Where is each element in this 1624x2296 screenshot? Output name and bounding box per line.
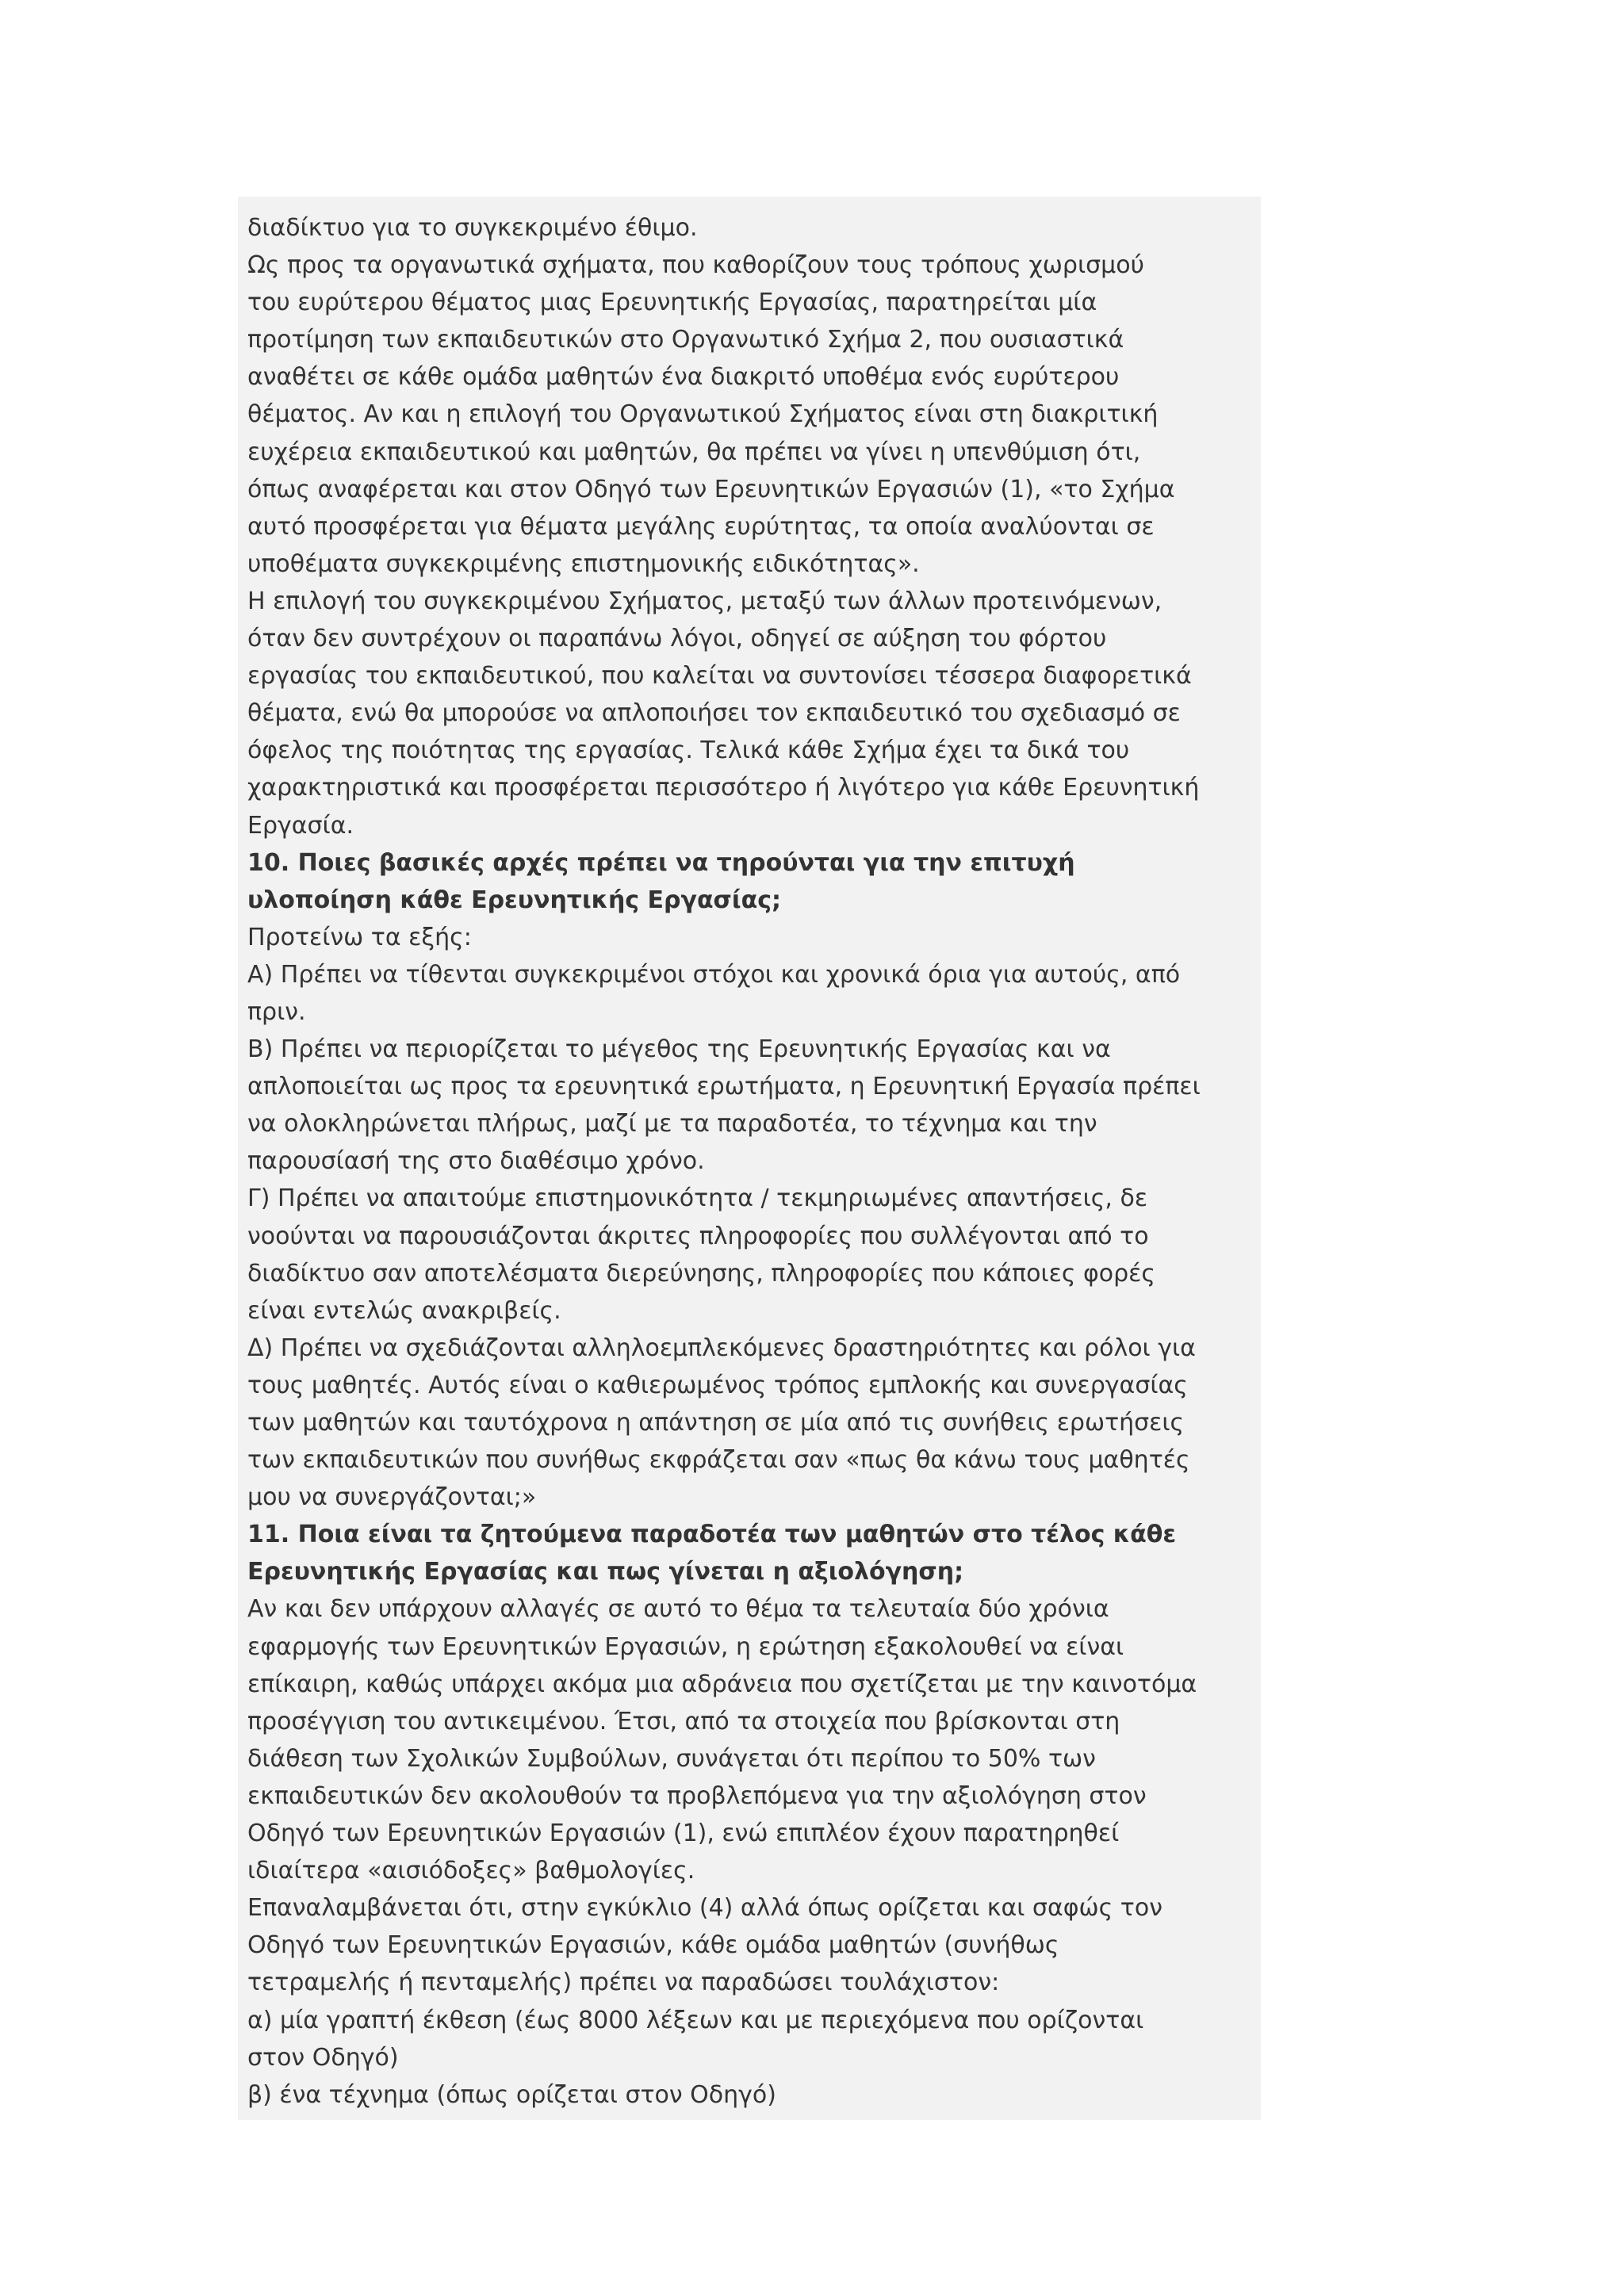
paragraph-line: χαρακτηριστικά και προσφέρεται περισσότερο ή λιγότερο για κάθε Ερευνητική	[247, 774, 1200, 802]
paragraph-line: εργασίας του εκπαιδευτικού, που καλείται να συντονίσει τέσσερα διαφορετικά	[247, 662, 1192, 691]
paragraph-line: αναθέτει σε κάθε ομάδα μαθητών ένα διακριτό υποθέμα ενός ευρύτερου	[247, 363, 1120, 392]
paragraph-line: διάθεση των Σχολικών Συμβούλων, συνάγεται ότι περίπου το 50% των	[247, 1744, 1096, 1773]
paragraph-line: α) μία γραπτή έκθεση (έως 8000 λέξεων και με περιεχόμενα που ορίζονται	[247, 2006, 1144, 2034]
paragraph-line: τετραμελής ή πενταμελής) πρέπει να παραδώσει τουλάχιστον:	[247, 1969, 1000, 1997]
paragraph-line: β) ένα τέχνημα (όπως ορίζεται στον Οδηγό)	[247, 2080, 776, 2109]
paragraph-line: Δ) Πρέπει να σχεδιάζονται αλληλοεμπλεκόμενες δραστηριότητες και ρόλοι για	[247, 1334, 1196, 1362]
paragraph-line: τους μαθητές. Αυτός είναι ο καθιερωμένος τρόπος εμπλοκής και συνεργασίας	[247, 1371, 1188, 1399]
document-text-block	[238, 197, 1261, 2120]
paragraph-line: Οδηγό των Ερευνητικών Εργασιών, κάθε ομάδα μαθητών (συνήθως	[247, 1931, 1059, 1960]
section-heading-line: 11. Ποια είναι τα ζητούμενα παραδοτέα των μαθητών στο τέλος κάθε	[247, 1521, 1177, 1549]
paragraph-line: Η επιλογή του συγκεκριμένου Σχήματος, μεταξύ των άλλων προτεινόμενων,	[247, 587, 1162, 615]
paragraph-line: του ευρύτερου θέματος μιας Ερευνητικής Εργασίας, παρατηρείται μία	[247, 289, 1097, 317]
paragraph-line: όφελος της ποιότητας της εργασίας. Τελικά κάθε Σχήμα έχει τα δικά του	[247, 737, 1130, 765]
paragraph-line: προσέγγιση του αντικειμένου. Έτσι, από τα στοιχεία που βρίσκονται στη	[247, 1707, 1120, 1735]
paragraph-line: υποθέματα συγκεκριμένης επιστημονικής ειδικότητας».	[247, 549, 920, 578]
section-heading-line: Ερευνητικής Εργασίας και πως γίνεται η αξιολόγηση;	[247, 1558, 964, 1586]
paragraph-line: Α) Πρέπει να τίθενται συγκεκριμένοι στόχοι και χρονικά όρια για αυτούς, από	[247, 960, 1181, 989]
paragraph-line: θέματος. Αν και η επιλογή του Οργανωτικού Σχήματος είναι στη διακριτική	[247, 400, 1159, 429]
paragraph-line: των εκπαιδευτικών που συνήθως εκφράζεται σαν «πως θα κάνω τους μαθητές	[247, 1446, 1190, 1475]
paragraph-line: όπως αναφέρεται και στον Οδηγό των Ερευνητικών Εργασιών (1), «το Σχήμα	[247, 475, 1175, 503]
paragraph-line: εκπαιδευτικών δεν ακολουθούν τα προβλεπόμενα για την αξιολόγηση στον	[247, 1781, 1147, 1810]
paragraph-line: Ως προς τα οργανωτικά σχήματα, που καθορίζουν τους τρόπους χωρισμού	[247, 251, 1144, 280]
paragraph-line: Γ) Πρέπει να απαιτούμε επιστημονικότητα / τεκμηριωμένες απαντήσεις, δε	[247, 1184, 1148, 1213]
paragraph-line: παρουσίασή της στο διαθέσιμο χρόνο.	[247, 1147, 705, 1176]
paragraph-line: διαδίκτυο σαν αποτελέσματα διερεύνησης, πληροφορίες που κάποιες φορές	[247, 1259, 1155, 1288]
paragraph-line: απλοποιείται ως προς τα ερευνητικά ερωτήματα, η Ερευνητική Εργασία πρέπει	[247, 1073, 1201, 1101]
paragraph-line: Επαναλαμβάνεται ότι, στην εγκύκλιο (4) αλλά όπως ορίζεται και σαφώς τον	[247, 1894, 1162, 1923]
paragraph-line: διαδίκτυο για το συγκεκριμένο έθιμο.	[247, 214, 698, 242]
paragraph-line: μου να συνεργάζονται;»	[247, 1483, 537, 1512]
paragraph-line: ιδιαίτερα «αισιόδοξες» βαθμολογίες.	[247, 1857, 695, 1885]
paragraph-line: των μαθητών και ταυτόχρονα η απάντηση σε μία από τις συνήθεις ερωτήσεις	[247, 1409, 1185, 1437]
section-heading-line: 10. Ποιες βασικές αρχές πρέπει να τηρούνται για την επιτυχή	[247, 848, 1075, 877]
paragraph-line: ευχέρεια εκπαιδευτικού και μαθητών, θα πρέπει να γίνει η υπενθύμιση ότι,	[247, 438, 1141, 466]
paragraph-line: να ολοκληρώνεται πλήρως, μαζί με τα παραδοτέα, το τέχνημα και την	[247, 1110, 1097, 1138]
paragraph-line: εφαρμογής των Ερευνητικών Εργασιών, η ερώτηση εξακολουθεί να είναι	[247, 1632, 1124, 1661]
paragraph-line: Εργασία.	[247, 811, 354, 840]
paragraph-line: είναι εντελώς ανακριβείς.	[247, 1296, 561, 1325]
paragraph-line: στον Οδηγό)	[247, 2043, 399, 2072]
paragraph-line: πριν.	[247, 997, 306, 1026]
section-heading-line: υλοποίηση κάθε Ερευνητικής Εργασίας;	[247, 886, 781, 914]
paragraph-line: νοούνται να παρουσιάζονται άκριτες πληροφορίες που συλλέγονται από το	[247, 1222, 1149, 1250]
paragraph-line: Οδηγό των Ερευνητικών Εργασιών (1), ενώ επιπλέον έχουν παρατηρηθεί	[247, 1820, 1120, 1848]
paragraph-line: όταν δεν συντρέχουν οι παραπάνω λόγοι, οδηγεί σε αύξηση του φόρτου	[247, 625, 1107, 653]
paragraph-line: επίκαιρη, καθώς υπάρχει ακόμα μια αδράνεια που σχετίζεται με την καινοτόμα	[247, 1670, 1197, 1698]
paragraph-line: αυτό προσφέρεται για θέματα μεγάλης ευρύτητας, τα οποία αναλύονται σε	[247, 512, 1155, 541]
paragraph-line: Αν και δεν υπάρχουν αλλαγές σε αυτό το θέμα τα τελευταία δύο χρόνια	[247, 1595, 1109, 1624]
paragraph-line: Β) Πρέπει να περιορίζεται το μέγεθος της Ερευνητικής Εργασίας και να	[247, 1035, 1111, 1064]
paragraph-line: θέματα, ενώ θα μπορούσε να απλοποιήσει τον εκπαιδευτικό του σχεδιασμό σε	[247, 699, 1181, 728]
paragraph-line: Προτείνω τα εξής:	[247, 923, 472, 951]
paragraph-line: προτίμηση των εκπαιδευτικών στο Οργανωτικό Σχήμα 2, που ουσιαστικά	[247, 326, 1124, 354]
